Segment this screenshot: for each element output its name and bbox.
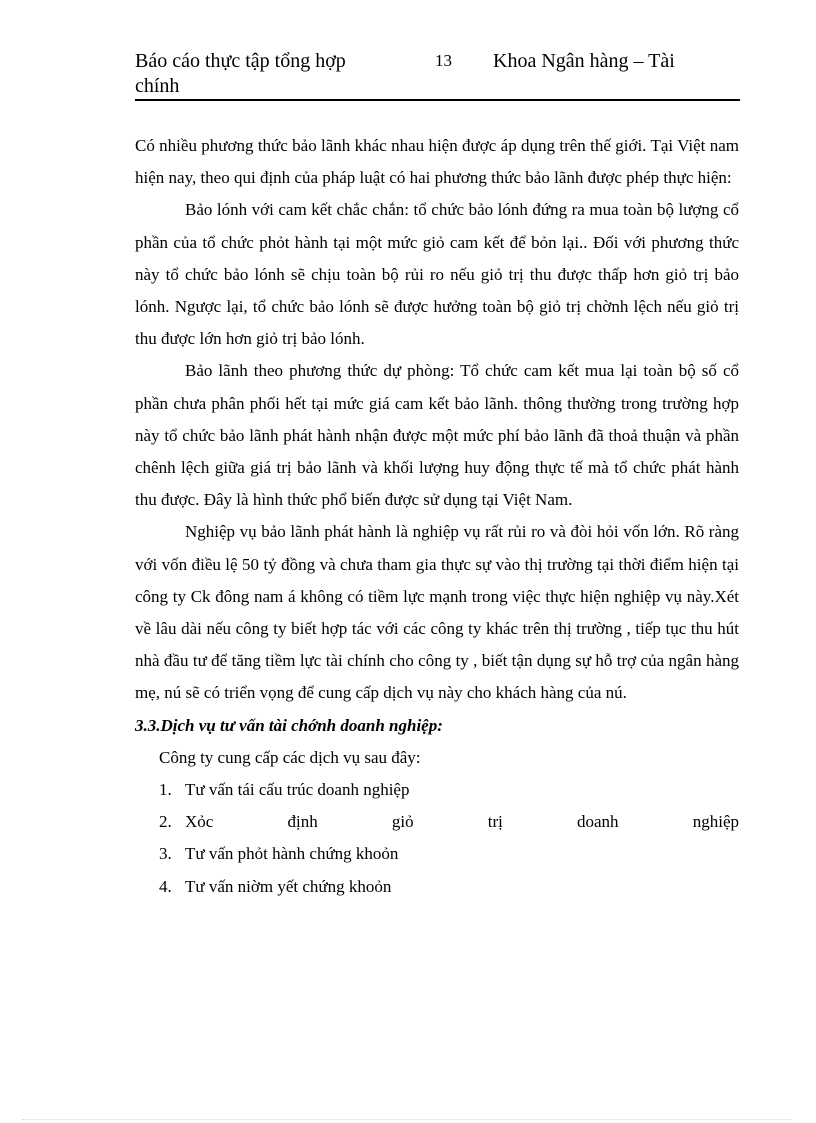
list-item [135, 838, 739, 870]
list-item-number: 3. [159, 844, 172, 864]
list-item [135, 871, 739, 903]
list-item-number: 4. [159, 876, 172, 896]
list-item-text: Xỏc định giỏ trị doanh nghiệp [185, 812, 739, 832]
list-item-number: 2. [159, 812, 172, 832]
list-item [135, 806, 739, 838]
list-item-text: Tư vấn tái cấu trúc doanh nghiệp [185, 780, 410, 800]
paragraph-intro: Có nhiều phương thức bảo lãnh khác nhau hiện được áp dụng trên thế giới. Tại Việt nam hiện nay, theo qui định của pháp luật có hai phương thức bảo lãnh được phép thực hiện: [135, 136, 739, 188]
body-content [135, 130, 739, 903]
header-rule [135, 99, 740, 101]
list-item-number: 1. [159, 780, 172, 800]
header-right-title: Khoa Ngân hàng – Tài [493, 50, 675, 72]
list-item-text: Tư vấn phỏt hành chứng khoỏn [185, 844, 399, 864]
services-intro: Công ty cung cấp các dịch vụ sau đây: [159, 747, 421, 767]
list-item-text: Tư vấn niờm yết chứng khoỏn [185, 876, 392, 896]
list-item [135, 774, 739, 806]
paragraph-firm-commitment: Bảo lónh với cam kết chắc chắn: tổ chức bảo lónh đứng ra mua toàn bộ lượng cổ phần của tổ chức phỏt hành tại một mức giỏ cam kết để bỏn lại.. Đối với phương thức này tổ chức bảo lónh sẽ chịu toàn bộ rủi ro nếu giỏ trị thu được thấp hơn giỏ trị bảo lónh. Ngược lại, tổ chức bảo lónh sẽ được hưởng toàn bộ giỏ trị chờnh lệch nếu giỏ trị thu được lớn hơn giỏ trị bảo lónh. [135, 200, 739, 349]
paragraph-best-efforts: Bảo lãnh theo phương thức dự phòng: Tổ chức cam kết mua lại toàn bộ số cổ phần chưa phân phối hết tại mức giá cam kết bảo lãnh. thông thường trong trường hợp này tổ chức bảo lãnh phát hành nhận được một mức phí bảo lãnh đã thoả thuận và phần chênh lệch giữa giá trị bảo lãnh và khối lượng huy động thực tế mà tổ chức phát hành thu được. Đây là hình thức phổ biến được sử dụng tại Việt Nam. [135, 361, 739, 510]
header-left-title: Báo cáo thực tập tổng hợp chính [135, 50, 346, 97]
page-number: 13 [435, 51, 452, 70]
section-heading: 3.3.Dịch vụ tư vấn tài chớnh doanh nghiệp: [135, 715, 443, 735]
services-list [135, 774, 739, 903]
paragraph-underwriting-assessment: Nghiệp vụ bảo lãnh phát hành là nghiệp vụ rất rủi ro và đòi hỏi vốn lớn. Rõ ràng với vốn điều lệ 50 tỷ đồng và chưa tham gia thực sự vào thị trường tại thời điểm hiện tại công ty Ck đông nam á không có tiềm lực mạnh trong việc thực hiện nghiệp vụ này.Xét về lâu dài nếu công ty biết hợp tác với các công ty khác trên thị trường , tiếp tục thu hút nhà đầu tư để tăng tiềm lực tài chính cho công ty , biết tận dụng sự hỗ trợ của ngân hàng mẹ, nú sẽ có triển vọng để cung cấp dịch vụ này cho khách hàng của nú. [135, 522, 739, 703]
page-bottom-border [22, 1119, 792, 1120]
